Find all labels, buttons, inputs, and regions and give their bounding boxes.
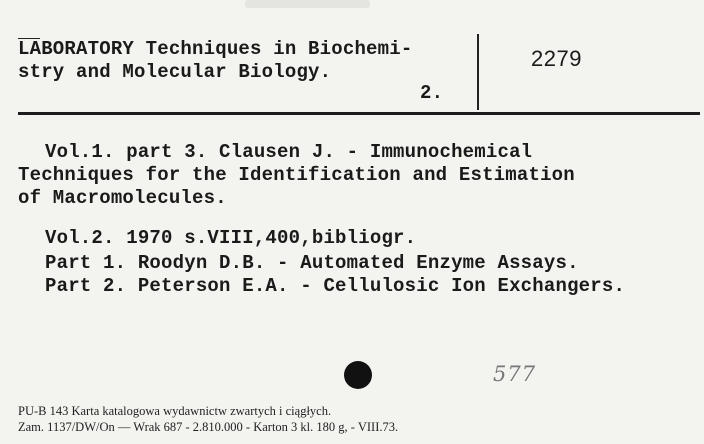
catalog-number: 2279 <box>531 46 582 71</box>
body-line: of Macromolecules. <box>18 187 227 209</box>
punch-hole <box>344 361 372 389</box>
body-line: Techniques for the Identification and Estimation <box>18 164 575 186</box>
body-line: Part 1. Roodyn D.B. - Automated Enzyme Assays. <box>45 252 579 274</box>
body-line: Vol.2. 1970 s.VIII,400,bibliogr. <box>45 227 417 249</box>
header-divider <box>477 34 479 110</box>
body-line: Part 2. Peterson E.A. - Cellulosic Ion Exchangers. <box>45 275 626 297</box>
title-line-2: stry and Molecular Biology. <box>18 61 332 83</box>
title-line-1: LABORATORY Techniques in Biochemi- <box>18 38 413 60</box>
header-rule <box>18 112 700 115</box>
handwritten-mark: 577 <box>493 362 537 386</box>
footer-line-1: PU-B 143 Karta katalogowa wydawnictw zwartych i ciągłych. <box>18 404 332 418</box>
volume-number: 2. <box>420 82 444 104</box>
stain-mark <box>245 0 370 8</box>
body-line: Vol.1. part 3. Clausen J. - Immunochemical <box>45 141 533 163</box>
footer-line-2: Zam. 1137/DW/On — Wrak 687 - 2.810.000 - Karton 3 kl. 180 g, - VIII.73. <box>18 420 399 434</box>
